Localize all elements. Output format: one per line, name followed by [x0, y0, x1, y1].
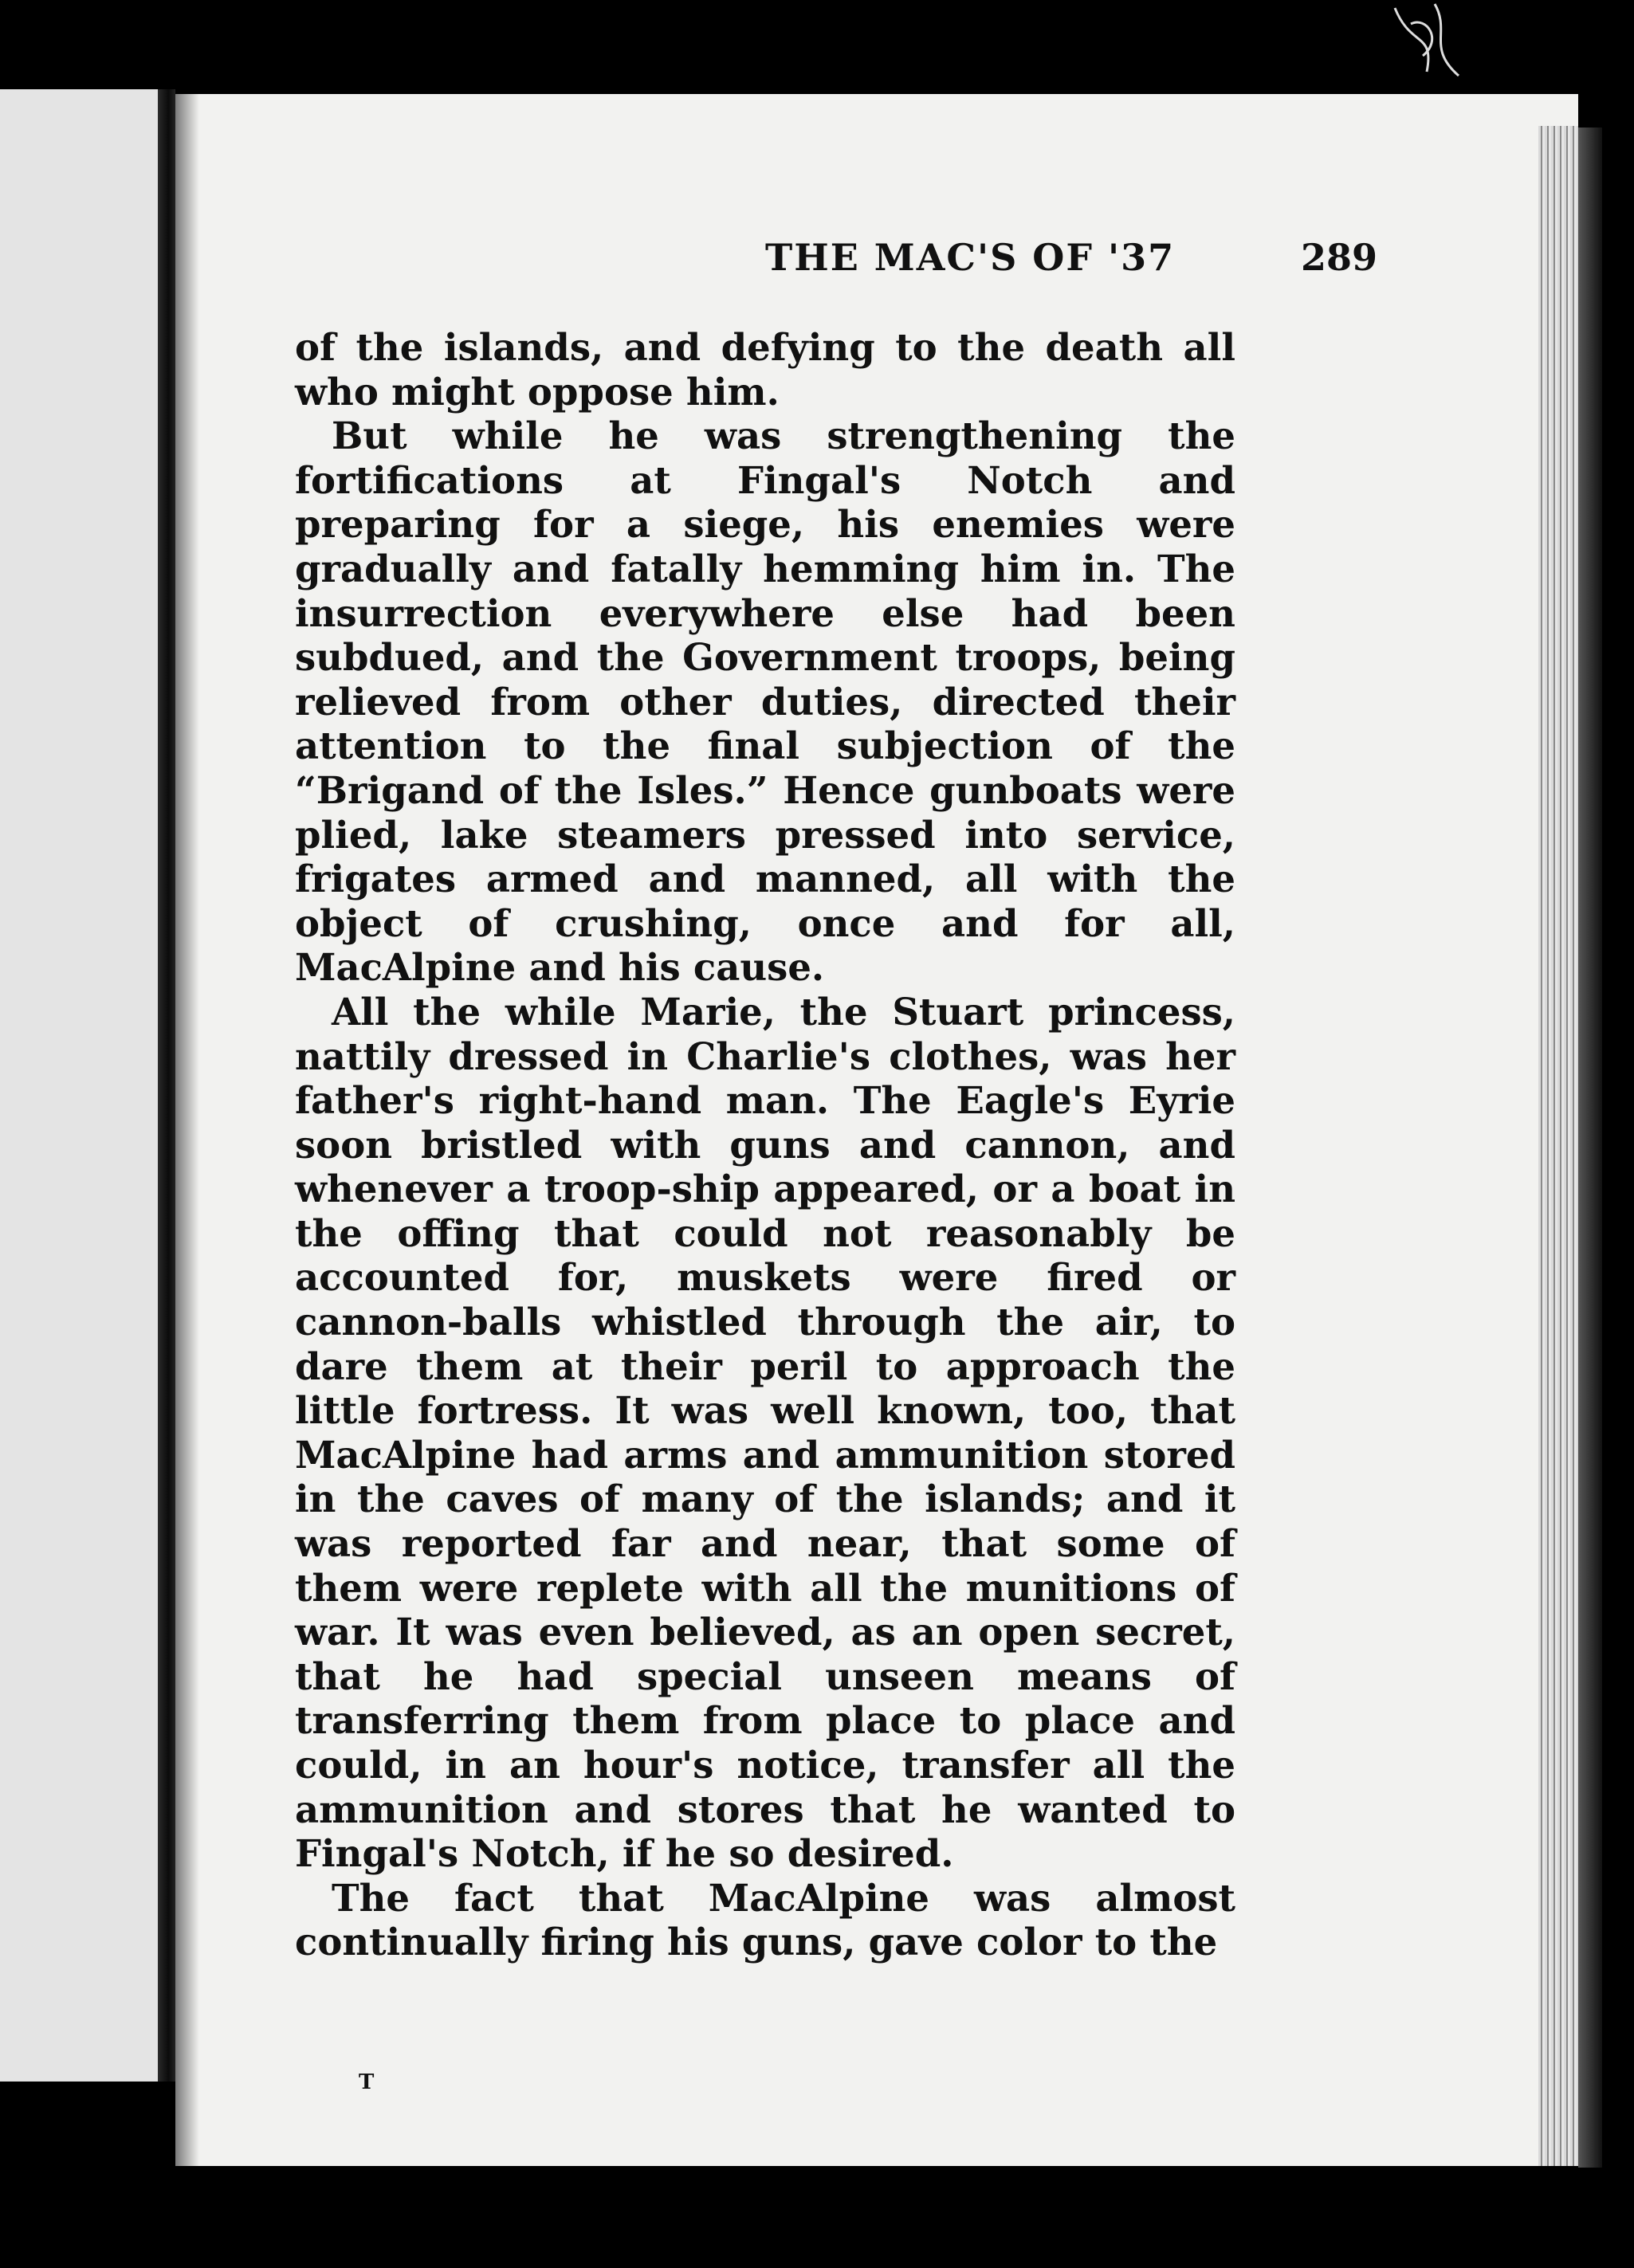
book-page: [175, 94, 1578, 2166]
gutter-shadow: [175, 94, 199, 2166]
running-head: THE MAC'S OF '37: [765, 236, 1176, 279]
paragraph-3: All the while Marie, the Stuart princess, nattily dressed in Charlie's clothes, was her father's right-hand man. The Eagle's Eyrie soon bristled with guns and cannon, and whenever a troop-ship appeared, or a boat in the offing that could not reasonably be accounted for, muskets were fired or cannon-balls whistled through the air, to dare them at their peril to approach the little fortress. It was well known, too, that MacAlpine had arms and ammunition stored in the caves of many of the islands; and it was reported far and near, that some of them were replete with all the munitions of war. It was even believed, as an open secret, that he had special unseen means of transferring them from place to place and could, in an hour's notice, transfer all the ammunition and stores that he wanted to Fingal's Notch, if he so desired.: [295, 989, 1235, 1876]
book-binding: [158, 89, 175, 2082]
right-cover-edge: [1578, 128, 1602, 2168]
body-text: [295, 325, 1235, 1964]
page-number: 289: [1301, 236, 1378, 279]
signature-mark: T: [359, 2070, 375, 2094]
left-facing-page-edge: [0, 89, 158, 2082]
paragraph-1: of the islands, and defying to the death all who might oppose him.: [295, 325, 1235, 414]
page-edges: [1538, 126, 1578, 2166]
corner-doodle: [1379, 0, 1475, 88]
paragraph-4: The fact that MacAlpine was almost continually firing his guns, gave color to the: [295, 1875, 1235, 1964]
page-header: [295, 236, 1451, 300]
paragraph-2: But while he was strengthening the fortifications at Fingal's Notch and preparing for a siege, his enemies were gradually and fatally hemming him in. The insurrection everywhere else had been subdued, and the Government troops, being relieved from other duties, directed their attention to the final subjection of the “Brigand of the Isles.” Hence gunboats were plied, lake steamers pressed into service, frigates armed and manned, all with the object of crushing, once and for all, MacAlpine and his cause.: [295, 414, 1235, 990]
